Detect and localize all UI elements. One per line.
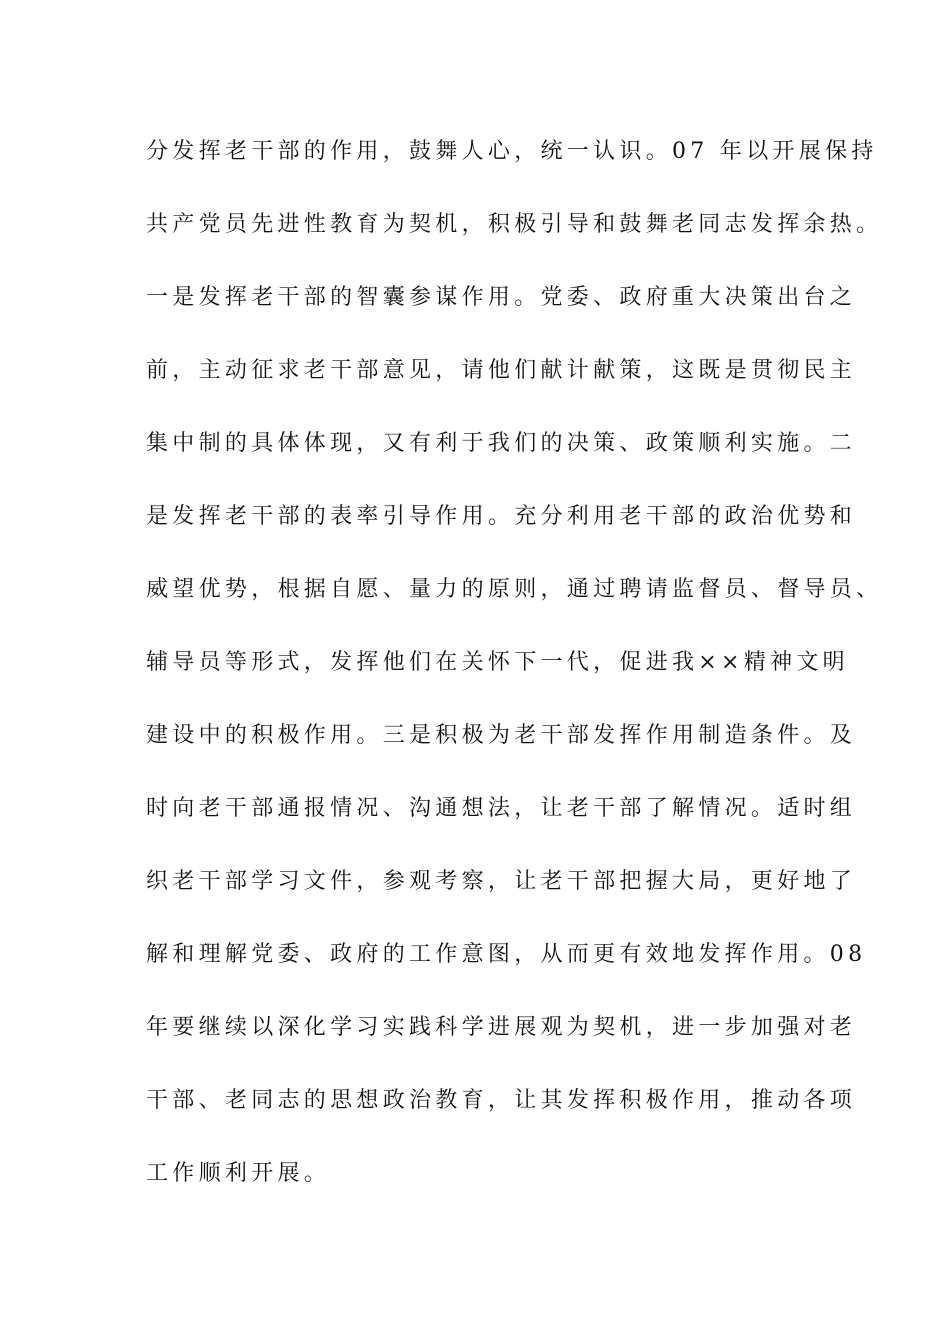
text-line: 集中制的具体体现，又有利于我们的决策、政策顺利实施。二 — [146, 431, 857, 456]
text-line: 一是发挥老干部的智囊参谋作用。党委、政府重大决策出台之 — [146, 285, 857, 310]
text-line: 解和理解党委、政府的工作意图，从而更有效地发挥作用。08 — [146, 942, 867, 967]
text-line: 建设中的积极作用。三是积极为老干部发挥作用制造条件。及 — [146, 723, 857, 748]
text-line: 织老干部学习文件，参观考察，让老干部把握大局，更好地了 — [146, 869, 857, 894]
text-line: 是发挥老干部的表率引导作用。充分利用老干部的政治优势和 — [146, 504, 857, 529]
text-line: 辅导员等形式，发挥他们在关怀下一代，促进我××精神文明 — [146, 650, 849, 675]
text-line: 干部、老同志的思想政治教育，让其发挥积极作用，推动各项 — [146, 1088, 857, 1113]
text-line: 工作顺利开展。 — [146, 1161, 331, 1186]
text-line: 前，主动征求老干部意见，请他们献计献策，这既是贯彻民主 — [146, 358, 857, 383]
text-line: 年要继续以深化学习实践科学进展观为契机，进一步加强对老 — [146, 1015, 857, 1040]
text-line: 分发挥老干部的作用，鼓舞人心，统一认识。07 年以开展保持 — [146, 139, 878, 164]
text-line: 时向老干部通报情况、沟通想法，让老干部了解情况。适时组 — [146, 796, 857, 821]
text-line: 共产党员先进性教育为契机，积极引导和鼓舞老同志发挥余热。 — [146, 212, 883, 237]
text-line: 威望优势，根据自愿、量力的原则，通过聘请监督员、督导员、 — [146, 577, 883, 602]
